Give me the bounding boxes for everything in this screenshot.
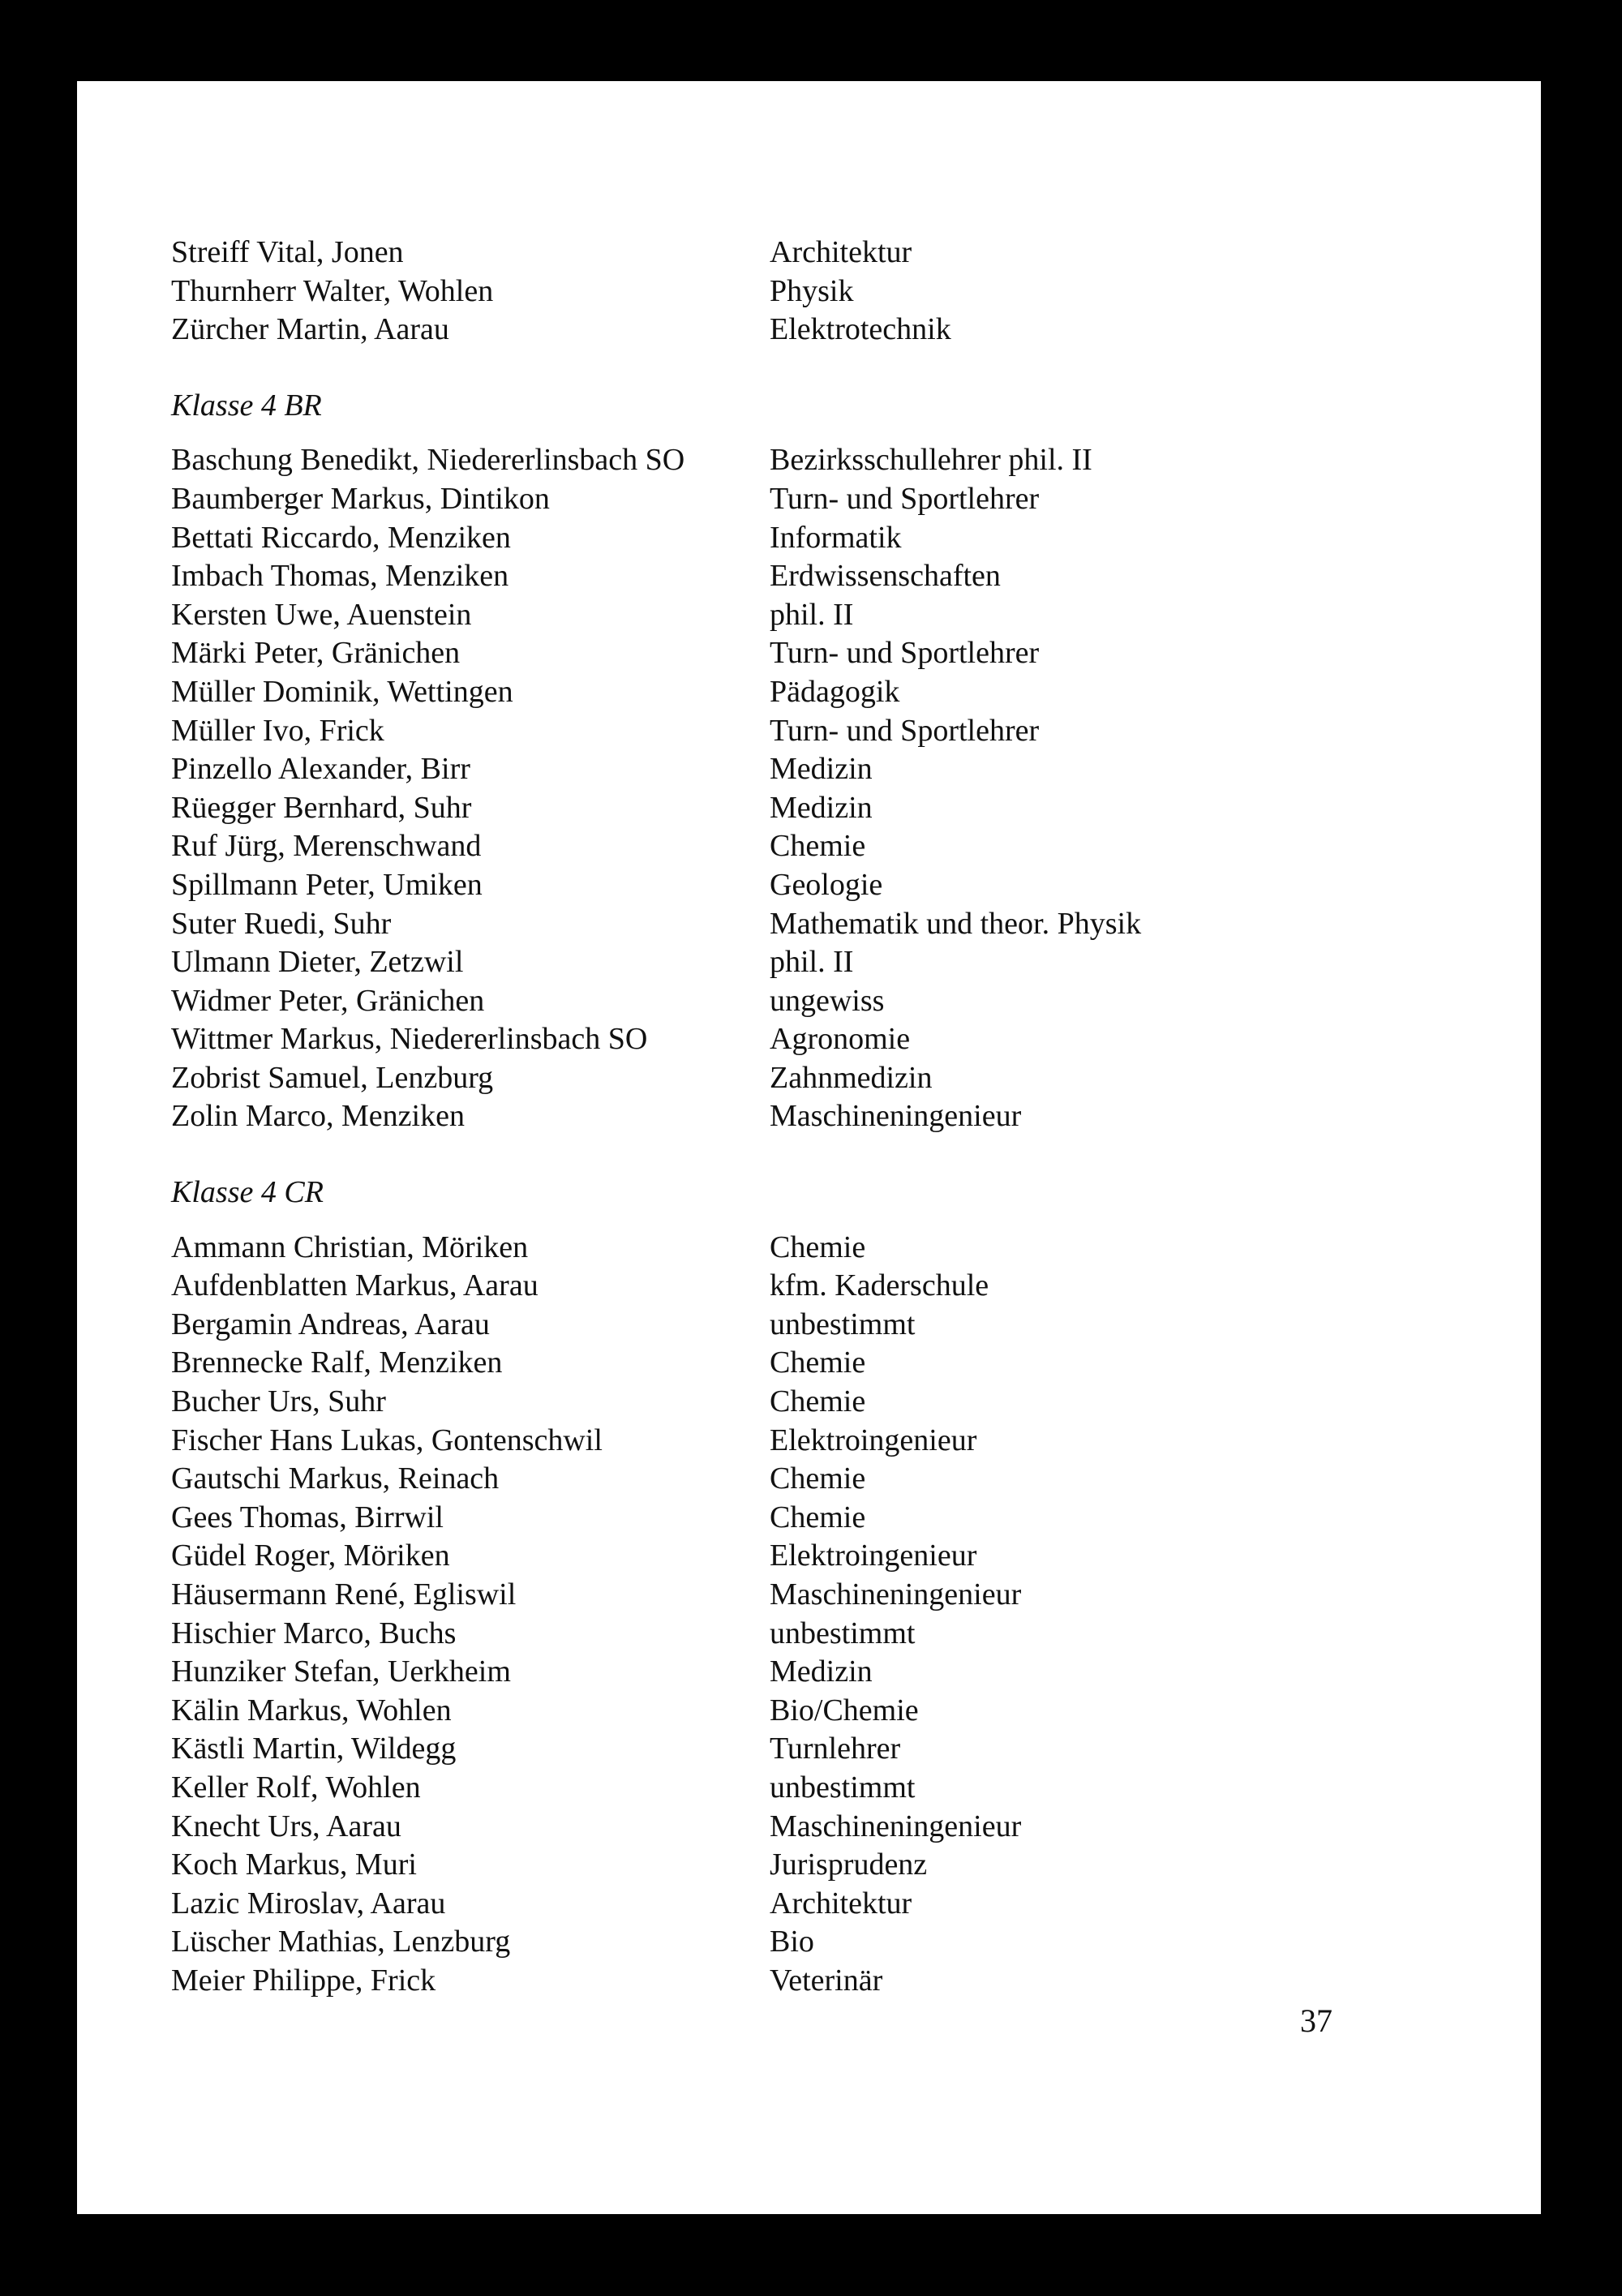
student-name: Thurnherr Walter, Wohlen <box>171 273 494 308</box>
list-item <box>171 634 1469 673</box>
study-subject: kfm. Kaderschule <box>770 1268 989 1303</box>
student-name: Imbach Thomas, Menziken <box>171 559 509 594</box>
study-subject: Maschineningenieur <box>770 1099 1022 1134</box>
student-name: Gees Thomas, Birrwil <box>171 1500 444 1534</box>
student-name: Bettati Riccardo, Menziken <box>171 520 511 555</box>
study-subject: Chemie <box>770 1384 866 1419</box>
list-item <box>171 1576 1469 1615</box>
study-subject: Architektur <box>770 1886 912 1920</box>
section <box>171 387 1469 1136</box>
list-item <box>171 1229 1469 1268</box>
list-item <box>171 1020 1469 1059</box>
study-subject: Chemie <box>770 829 866 864</box>
study-subject: ungewiss <box>770 983 885 1018</box>
class-heading: Klasse 4 CR <box>171 1175 324 1210</box>
list-item <box>171 982 1469 1021</box>
study-subject: Elektroingenieur <box>770 1539 977 1573</box>
student-name: Märki Peter, Gränichen <box>171 636 461 671</box>
study-subject: Bio <box>770 1925 814 1959</box>
list-item <box>171 1808 1469 1847</box>
student-name: Kästli Martin, Wildegg <box>171 1732 457 1766</box>
student-name: Brennecke Ralf, Menziken <box>171 1345 503 1380</box>
section <box>171 1174 1469 2000</box>
list-item <box>171 1097 1469 1136</box>
student-name: Rüegger Bernhard, Suhr <box>171 790 472 825</box>
student-name: Zobrist Samuel, Lenzburg <box>171 1060 494 1095</box>
student-name: Keller Rolf, Wohlen <box>171 1770 421 1805</box>
list-item <box>171 827 1469 866</box>
list-item <box>171 480 1469 519</box>
student-name: Lüscher Mathias, Lenzburg <box>171 1925 511 1959</box>
student-name: Baumberger Markus, Dintikon <box>171 481 550 516</box>
list-item <box>171 673 1469 712</box>
student-name: Zürcher Martin, Aarau <box>171 312 449 347</box>
list-item <box>171 1499 1469 1538</box>
study-subject: phil. II <box>770 597 854 632</box>
study-subject: Turn- und Sportlehrer <box>770 636 1040 671</box>
student-name: Ulmann Dieter, Zetzwil <box>171 945 464 980</box>
study-subject: Medizin <box>770 752 873 787</box>
list-item <box>171 905 1469 944</box>
list-item <box>171 943 1469 982</box>
study-subject: Elektroingenieur <box>770 1423 977 1457</box>
list-item <box>171 596 1469 635</box>
student-name: Gautschi Markus, Reinach <box>171 1461 500 1496</box>
list-item <box>171 789 1469 828</box>
study-subject: Chemie <box>770 1345 866 1380</box>
list-item <box>171 1692 1469 1731</box>
study-subject: Informatik <box>770 520 902 555</box>
list-item <box>171 234 1469 273</box>
student-name: Fischer Hans Lukas, Gontenschwil <box>171 1423 603 1457</box>
study-subject: Chemie <box>770 1230 866 1264</box>
student-name: Zolin Marco, Menziken <box>171 1099 465 1134</box>
study-subject: Chemie <box>770 1500 866 1534</box>
student-name: Hischier Marco, Buchs <box>171 1616 457 1650</box>
study-subject: Turn- und Sportlehrer <box>770 713 1040 748</box>
list-item <box>171 1653 1469 1692</box>
study-subject: Physik <box>770 273 854 308</box>
list-item <box>171 1537 1469 1576</box>
section <box>171 234 1469 350</box>
student-name: Müller Dominik, Wettingen <box>171 674 513 709</box>
list-item <box>171 1769 1469 1808</box>
list-item <box>171 557 1469 596</box>
study-subject: Architektur <box>770 235 912 269</box>
list-item <box>171 311 1469 350</box>
study-subject: Veterinär <box>770 1963 883 1998</box>
study-subject: Maschineningenieur <box>770 1809 1022 1843</box>
list-item <box>171 1460 1469 1499</box>
list-item <box>171 1267 1469 1306</box>
study-subject: Elektrotechnik <box>770 312 951 347</box>
study-subject: Maschineningenieur <box>770 1577 1022 1611</box>
document-page <box>77 81 1541 2214</box>
list-item <box>171 1615 1469 1654</box>
study-subject: Erdwissenschaften <box>770 559 1001 594</box>
student-name: Streiff Vital, Jonen <box>171 235 404 269</box>
study-subject: unbestimmt <box>770 1770 916 1805</box>
study-subject: Bezirksschullehrer phil. II <box>770 443 1092 478</box>
student-list <box>171 234 1469 2001</box>
study-subject: phil. II <box>770 945 854 980</box>
list-item <box>171 1422 1469 1461</box>
study-subject: Bio/Chemie <box>770 1693 919 1727</box>
list-item <box>171 1846 1469 1885</box>
student-name: Pinzello Alexander, Birr <box>171 752 470 787</box>
student-name: Koch Markus, Muri <box>171 1848 417 1882</box>
study-subject: Geologie <box>770 867 883 902</box>
list-item <box>171 1306 1469 1345</box>
student-name: Bucher Urs, Suhr <box>171 1384 386 1419</box>
study-subject: Turnlehrer <box>770 1732 901 1766</box>
list-item <box>171 273 1469 311</box>
study-subject: Medizin <box>770 1654 873 1689</box>
study-subject: Agronomie <box>770 1022 911 1057</box>
study-subject: unbestimmt <box>770 1307 916 1341</box>
student-name: Spillmann Peter, Umiken <box>171 867 483 902</box>
class-heading: Klasse 4 BR <box>171 388 322 423</box>
student-name: Meier Philippe, Frick <box>171 1963 436 1998</box>
study-subject: Mathematik und theor. Physik <box>770 906 1142 941</box>
page-number: 37 <box>1300 2002 1332 2039</box>
study-subject: Jurisprudenz <box>770 1848 928 1882</box>
study-subject: Medizin <box>770 790 873 825</box>
student-name: Wittmer Markus, Niedererlinsbach SO <box>171 1022 648 1057</box>
student-name: Kersten Uwe, Auenstein <box>171 597 472 632</box>
student-name: Häusermann René, Egliswil <box>171 1577 517 1611</box>
student-name: Widmer Peter, Gränichen <box>171 983 485 1018</box>
student-name: Ruf Jürg, Merenschwand <box>171 829 482 864</box>
list-item <box>171 1344 1469 1383</box>
student-name: Baschung Benedikt, Niedererlinsbach SO <box>171 443 685 478</box>
student-name: Hunziker Stefan, Uerkheim <box>171 1654 511 1689</box>
list-item <box>171 1730 1469 1769</box>
student-name: Aufdenblatten Markus, Aarau <box>171 1268 539 1303</box>
student-name: Müller Ivo, Frick <box>171 713 384 748</box>
study-subject: Turn- und Sportlehrer <box>770 481 1040 516</box>
student-name: Knecht Urs, Aarau <box>171 1809 401 1843</box>
student-name: Lazic Miroslav, Aarau <box>171 1886 446 1920</box>
list-item <box>171 712 1469 751</box>
list-item <box>171 1059 1469 1098</box>
student-name: Kälin Markus, Wohlen <box>171 1693 452 1727</box>
student-name: Ammann Christian, Möriken <box>171 1230 529 1264</box>
study-subject: Chemie <box>770 1461 866 1496</box>
list-item <box>171 866 1469 905</box>
list-item <box>171 1885 1469 1924</box>
student-name: Suter Ruedi, Suhr <box>171 906 392 941</box>
list-item <box>171 441 1469 480</box>
list-item <box>171 1923 1469 1962</box>
list-item <box>171 1962 1469 2001</box>
list-item <box>171 750 1469 789</box>
study-subject: Zahnmedizin <box>770 1060 933 1095</box>
study-subject: Pädagogik <box>770 674 900 709</box>
student-name: Güdel Roger, Möriken <box>171 1539 450 1573</box>
list-item <box>171 1383 1469 1422</box>
student-name: Bergamin Andreas, Aarau <box>171 1307 490 1341</box>
list-item <box>171 519 1469 558</box>
study-subject: unbestimmt <box>770 1616 916 1650</box>
